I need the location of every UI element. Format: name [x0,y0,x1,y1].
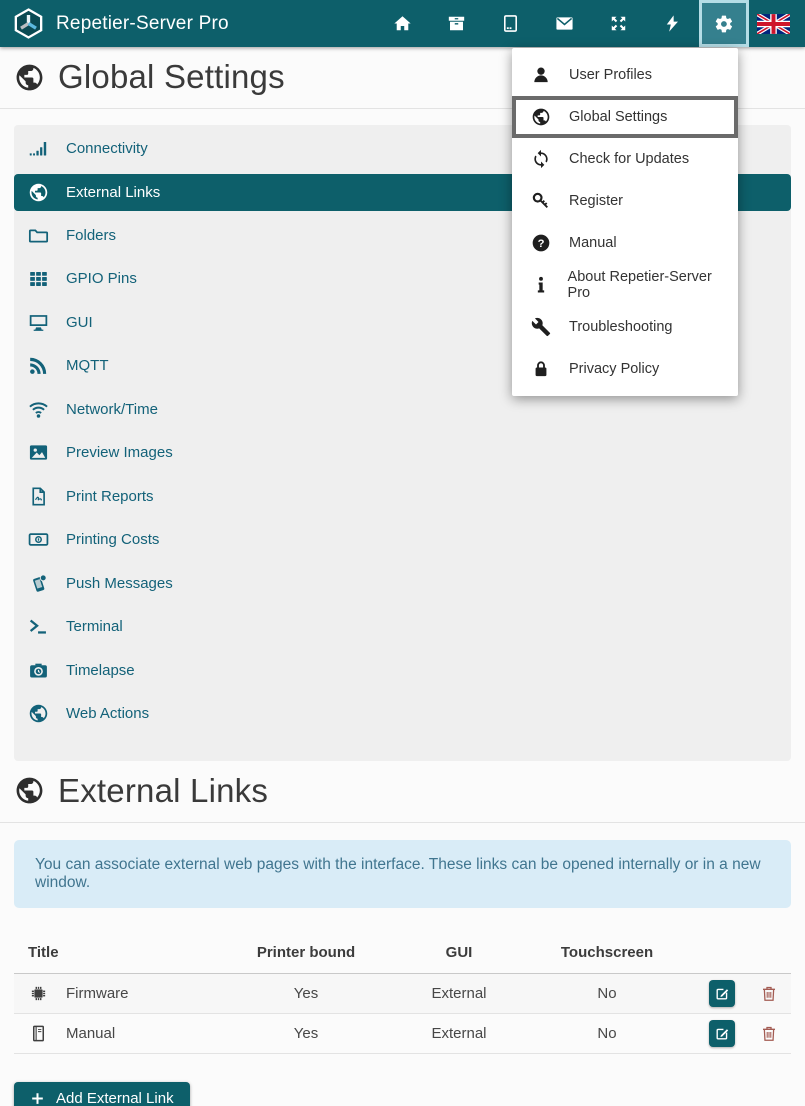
menu-item-check-for-updates[interactable] [512,138,738,180]
column-header-actions [709,938,791,974]
menu-item-register[interactable] [512,180,738,222]
messages-button[interactable] [537,0,591,47]
money-bill-icon [28,529,55,550]
edit-icon [715,1026,730,1041]
archive-button[interactable] [429,0,483,47]
add-external-link-label: Add External Link [56,1090,174,1106]
sidebar-item-label: Folders [66,226,117,244]
lock-icon [531,359,555,379]
sidebar-item-label: GPIO Pins [66,270,137,288]
uk-flag-icon [757,14,790,34]
edit-link-button[interactable] [709,980,735,1007]
top-navbar [0,0,805,47]
settings-menu-button[interactable] [699,0,749,47]
column-header-printer-bound: Printer bound [199,938,413,974]
sidebar-item-label: GUI [66,313,93,331]
link-gui: External [413,1013,505,1053]
file-pdf-icon [28,486,55,507]
table-header-row [14,938,791,974]
menu-item-label: Global Settings [569,109,668,125]
sidebar-item-push-messages[interactable] [14,562,791,606]
edit-icon [715,986,730,1001]
info-banner [14,840,791,908]
sidebar-item-printing-costs[interactable] [14,518,791,562]
section-header [0,761,805,823]
question-circle-icon [531,233,555,253]
sidebar-item-print-reports[interactable] [14,475,791,519]
menu-item-label: Check for Updates [569,151,690,167]
sidebar-item-label: Push Messages [66,574,173,592]
sidebar-item-preview-images[interactable] [14,431,791,475]
link-gui: External [413,973,505,1013]
link-title: Firmware [66,984,129,1002]
page-title: Global Settings [58,58,285,95]
globe-icon [28,703,55,724]
menu-item-about[interactable] [512,264,738,306]
tablet-icon [501,14,520,33]
menu-item-troubleshooting[interactable] [512,306,738,348]
sidebar-item-label: Terminal [66,618,123,636]
terminal-icon [28,616,55,637]
menu-item-label: About Repetier-Server Pro [567,269,712,301]
trash-icon [760,984,778,1003]
gear-icon [714,14,734,34]
menu-item-global-settings[interactable] [512,96,738,138]
key-icon [531,191,555,211]
sidebar-item-label: Web Actions [66,705,150,723]
delete-link-button[interactable] [760,984,778,1003]
image-icon [28,442,55,463]
home-button[interactable] [375,0,429,47]
wifi-icon [28,399,55,420]
sidebar-item-web-actions[interactable] [14,692,791,736]
language-button[interactable] [757,14,790,34]
sidebar-item-label: Print Reports [66,487,154,505]
link-printer-bound: Yes [199,973,413,1013]
add-external-link-button[interactable] [14,1082,190,1106]
rss-icon [28,355,55,376]
book-icon [29,1024,48,1043]
bolt-icon [663,14,682,33]
column-header-touchscreen: Touchscreen [505,938,709,974]
sidebar-item-label: Timelapse [66,661,135,679]
microchip-icon [29,984,48,1003]
app-title: Repetier-Server Pro [56,12,229,34]
globe-icon [531,107,555,127]
mail-icon [555,14,574,33]
camera-icon [28,660,55,681]
info-icon [531,275,554,295]
app-brand[interactable] [13,8,229,39]
sidebar-item-label: Network/Time [66,400,158,418]
external-links-table [14,938,791,1054]
menu-item-label: Manual [569,235,617,251]
sidebar-item-timelapse[interactable] [14,649,791,693]
menu-item-manual[interactable] [512,222,738,264]
desktop-icon [28,312,55,333]
sidebar-item-label: MQTT [66,357,109,375]
link-printer-bound: Yes [199,1013,413,1053]
sidebar-item-label: External Links [66,183,161,201]
settings-dropdown-menu [512,48,738,396]
user-icon [531,65,555,85]
edit-link-button[interactable] [709,1020,735,1047]
signal-bars-icon [28,138,55,159]
menu-item-label: Register [569,193,623,209]
menu-item-label: User Profiles [569,67,652,83]
app-logo-icon [13,8,44,39]
sync-icon [531,149,555,169]
folder-icon [28,225,55,246]
menu-item-privacy-policy[interactable] [512,348,738,390]
link-title: Manual [66,1024,116,1042]
globe-icon [28,182,55,203]
globe-icon [14,775,45,806]
home-icon [393,14,412,33]
sidebar-item-label: Preview Images [66,444,173,462]
link-touchscreen: No [505,1013,709,1053]
sidebar-item-label: Connectivity [66,140,148,158]
menu-item-label: Privacy Policy [569,361,660,377]
expand-arrows-icon [609,14,628,33]
section-title: External Links [58,771,269,809]
expand-button[interactable] [591,0,645,47]
tablet-button[interactable] [483,0,537,47]
plus-icon [30,1091,45,1106]
archive-box-icon [447,14,466,33]
sidebar-item-terminal[interactable] [14,605,791,649]
trash-icon [760,1024,778,1043]
menu-item-user-profiles[interactable] [512,54,738,96]
info-banner-text: You can associate external web pages with the interface. These links can be opened internally or in a new window. [35,855,761,891]
column-header-gui: GUI [413,938,505,974]
table-row [14,973,791,1013]
power-button[interactable] [645,0,699,47]
column-header-title: Title [14,938,199,974]
push-message-icon [28,573,55,594]
globe-icon [14,62,45,93]
sidebar-item-label: Printing Costs [66,531,160,549]
menu-item-label: Troubleshooting [569,319,673,335]
table-row [14,1013,791,1053]
link-touchscreen: No [505,973,709,1013]
delete-link-button[interactable] [760,1024,778,1043]
grid-icon [28,268,55,289]
wrench-icon [531,317,555,337]
